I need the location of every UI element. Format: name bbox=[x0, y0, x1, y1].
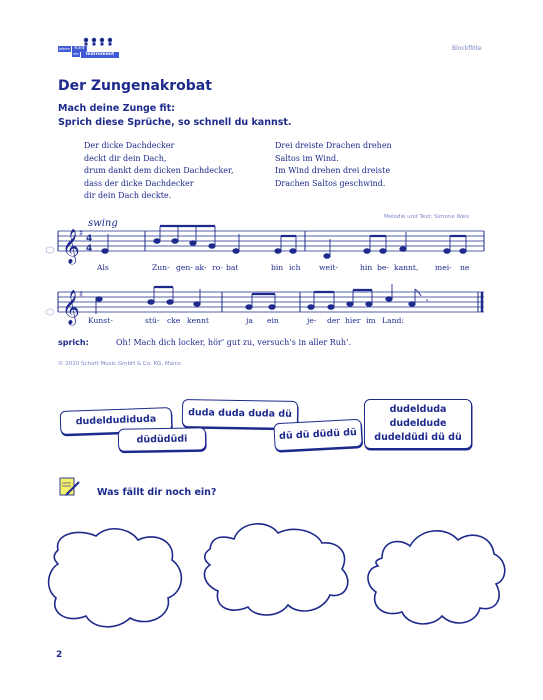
pencil-paper-icon bbox=[58, 476, 82, 498]
lyric: hin bbox=[360, 263, 373, 272]
lyric: hier bbox=[345, 316, 361, 325]
drawing-cloud-1[interactable] bbox=[44, 520, 194, 635]
lyric: mei- bbox=[435, 263, 452, 272]
poem-line: deckt dir dein Dach, bbox=[84, 153, 167, 163]
logo-word-ein: ein bbox=[73, 52, 79, 56]
lyric: be- bbox=[377, 263, 389, 272]
intro-line-1: Mach deine Zunge fit: bbox=[58, 103, 175, 114]
lyric: je- bbox=[307, 316, 317, 325]
lyric: Land: bbox=[382, 316, 404, 325]
word-card: dudeldudiduda bbox=[60, 407, 173, 435]
lyric: ich bbox=[289, 263, 301, 272]
poem-line: Im Wind drehen drei dreiste bbox=[275, 166, 391, 176]
word-card: düdüdüdi bbox=[118, 427, 206, 452]
svg-text:4: 4 bbox=[86, 234, 93, 244]
treble-clef-icon bbox=[62, 229, 80, 326]
sheet-music bbox=[0, 0, 543, 340]
poem-line: Der dicke Dachdecker bbox=[84, 141, 175, 150]
lyric: bat bbox=[226, 263, 239, 272]
notes-line-2 bbox=[96, 284, 429, 314]
lyric: Als bbox=[97, 263, 109, 272]
word-card-line: dudeldude bbox=[389, 418, 447, 429]
word-card-line: dudeldüdi dü dü bbox=[374, 432, 462, 443]
poem-line: Drachen Saltos geschwind. bbox=[275, 178, 386, 188]
staff-1 bbox=[58, 231, 484, 251]
page-number: 2 bbox=[56, 650, 63, 660]
svg-text:♯: ♯ bbox=[79, 229, 84, 239]
word-card-stack bbox=[364, 399, 472, 449]
svg-text:𝄞: 𝄞 bbox=[62, 229, 80, 264]
lyric: cke bbox=[167, 316, 181, 325]
lyric: stü- bbox=[145, 316, 160, 325]
header-label: Blockflöte bbox=[452, 45, 482, 52]
drawing-cloud-3[interactable] bbox=[362, 520, 510, 635]
lyric: im bbox=[366, 316, 376, 325]
word-card: duda duda duda dü bbox=[182, 399, 298, 429]
drawing-cloud-2[interactable] bbox=[198, 515, 356, 625]
page-title: Der Zungenakrobat bbox=[58, 78, 212, 94]
lyric: weit- bbox=[319, 263, 339, 272]
tempo-marking: swing bbox=[88, 218, 118, 229]
word-card: dü dü düdü dü bbox=[273, 419, 362, 452]
lyric: bin bbox=[271, 263, 284, 272]
intro-line-2: Sprich diese Sprüche, so schnell du kannst. bbox=[58, 117, 292, 128]
lyric: ein bbox=[267, 316, 279, 325]
word-card-line: dudelduda bbox=[389, 404, 447, 415]
question: Was fällt dir noch ein? bbox=[97, 487, 217, 498]
poem-line: dir dein Dach deckte. bbox=[84, 191, 172, 201]
poem-line: dass der dicke Dachdecker bbox=[84, 178, 194, 188]
svg-text:𝄾: 𝄾 bbox=[426, 297, 429, 307]
recorder-icon bbox=[46, 247, 54, 315]
logo-word-instrument: Instrument bbox=[81, 52, 119, 58]
svg-text:𝄞: 𝄞 bbox=[62, 290, 80, 325]
lyric: Kunst- bbox=[88, 316, 113, 325]
lyric: kennt bbox=[187, 316, 209, 325]
logo-word-kind: Kind bbox=[72, 46, 87, 52]
svg-text:♯: ♯ bbox=[79, 290, 84, 300]
melody-credit: Melodie und Text: Simone Weis bbox=[384, 214, 470, 220]
logo-word-jedem: Jedem bbox=[59, 47, 70, 51]
lyric: ak- bbox=[195, 263, 207, 272]
sprich-text: Oh! Mach dich locker, hör’ gut zu, versuch’s in aller Ruh’. bbox=[116, 338, 352, 347]
lyric: ja bbox=[246, 316, 253, 325]
lyric: der bbox=[327, 316, 340, 325]
copyright: © 2010 Schott Music GmbH & Co. KG, Mainz bbox=[58, 361, 181, 367]
lyric: ro- bbox=[212, 263, 223, 272]
poem-line: drum dankt dem dicken Dachdecker, bbox=[84, 166, 234, 176]
poem-line: Drei dreiste Drachen drehen bbox=[275, 141, 392, 150]
svg-text:4: 4 bbox=[86, 244, 93, 254]
lyric: Zun- bbox=[152, 263, 170, 272]
key-signature bbox=[79, 229, 92, 300]
lyric: ne bbox=[460, 263, 470, 272]
sprich-label: sprich: bbox=[58, 338, 89, 347]
lyric: kannt, bbox=[394, 263, 419, 272]
poem-line: Saltos im Wind. bbox=[275, 153, 339, 163]
lyric: gen- bbox=[176, 263, 193, 272]
